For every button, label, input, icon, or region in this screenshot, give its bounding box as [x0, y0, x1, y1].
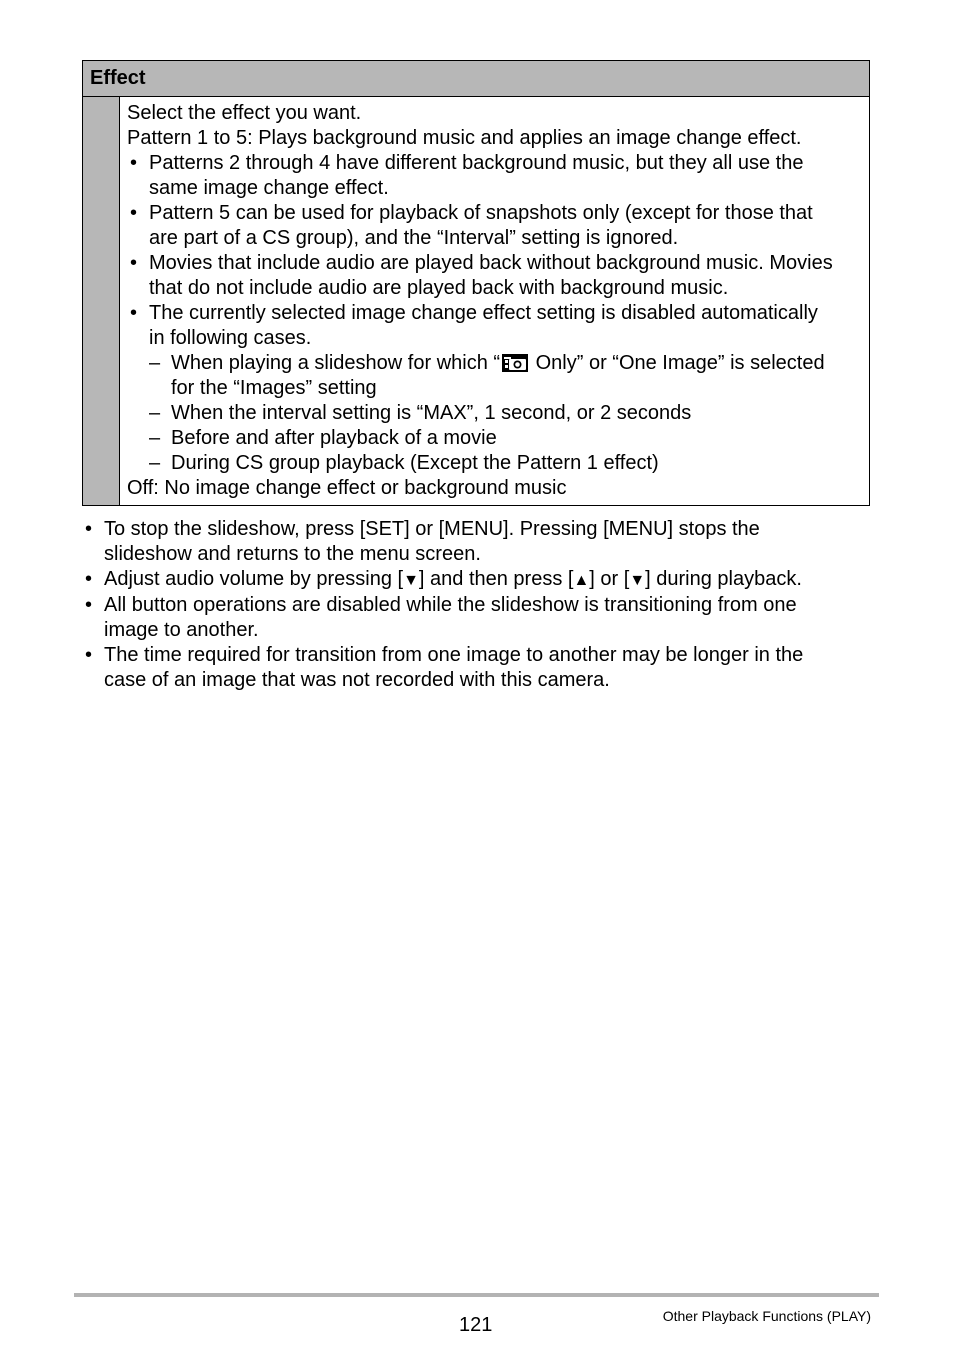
up-arrow-icon: ▲ [573, 572, 590, 589]
list-item-text: same image change effect. [149, 177, 389, 199]
list-item-text: Pattern 5 can be used for playback of snapshots only (except for those that [149, 202, 813, 224]
note-text-part: ] or [ [589, 568, 630, 590]
note-text-part: Adjust audio volume by pressing [ [104, 568, 404, 590]
case-item [127, 451, 869, 476]
bullet-mark: • [130, 202, 138, 224]
intro-text: Select the effect you want. [127, 102, 362, 124]
note-text: image to another. [104, 619, 259, 641]
footer-divider [74, 1293, 879, 1297]
list-item-text: are part of a CS group), and the “Interval” setting is ignored. [149, 227, 679, 249]
list-item-text: Movies that include audio are played back without background music. Movies [149, 252, 833, 274]
case-text: During CS group playback (Except the Pattern 1 effect) [171, 452, 659, 474]
note-item [84, 643, 874, 693]
list-item [127, 201, 869, 251]
note-text: slideshow and returns to the menu screen. [104, 543, 481, 565]
pattern-description: Pattern 1 to 5: Plays background music and applies an image change effect. [127, 127, 802, 149]
dash-mark: – [149, 402, 161, 424]
bullet-mark: • [130, 252, 138, 274]
bullet-mark: • [130, 302, 138, 324]
note-item [84, 567, 874, 593]
down-arrow-icon: ▼ [403, 572, 419, 589]
list-item-text: The currently selected image change effect setting is disabled automatically [149, 302, 818, 324]
note-item [84, 593, 874, 643]
list-item-text: in following cases. [149, 327, 312, 349]
camera-playback-icon [502, 354, 528, 372]
effect-table [82, 60, 870, 506]
list-item-text: Patterns 2 through 4 have different background music, but they all use the [149, 152, 804, 174]
note-text [104, 567, 874, 593]
page-number: 121 [459, 1314, 493, 1336]
dash-mark: – [149, 452, 161, 474]
case-text-part: Only” or “One Image” is selected [530, 352, 825, 374]
list-item-text: that do not include audio are played back with background music. [149, 277, 729, 299]
note-text-part: ] and then press [ [418, 568, 574, 590]
bullet-mark: • [130, 152, 138, 174]
case-text-part: When playing a slideshow for which “ [171, 352, 501, 374]
table-row [83, 97, 869, 505]
note-text: case of an image that was not recorded with this camera. [104, 669, 610, 691]
table-cell [120, 97, 869, 505]
off-option: Off: No image change effect or background music [127, 477, 567, 499]
case-text: Before and after playback of a movie [171, 427, 497, 449]
table-gutter [83, 97, 120, 505]
case-item [127, 426, 869, 451]
case-text: for the “Images” setting [171, 377, 377, 399]
list-item [127, 301, 869, 351]
case-item [127, 351, 869, 401]
case-item [127, 401, 869, 426]
table-header: Effect [83, 61, 869, 97]
section-title: Other Playback Functions (PLAY) [662, 1308, 871, 1324]
bullet-mark: • [85, 594, 93, 616]
bullet-mark: • [85, 644, 93, 666]
note-item [84, 517, 874, 567]
note-text: To stop the slideshow, press [SET] or [MENU]. Pressing [MENU] stops the [104, 518, 760, 540]
list-item [127, 251, 869, 301]
note-text-part: ] during playback. [645, 568, 802, 590]
list-item [127, 151, 869, 201]
case-text: When the interval setting is “MAX”, 1 second, or 2 seconds [171, 402, 692, 424]
dash-mark: – [149, 427, 161, 449]
down-arrow-icon: ▼ [629, 572, 646, 589]
case-text [171, 351, 869, 376]
note-text: The time required for transition from one image to another may be longer in the [104, 644, 804, 666]
note-text: All button operations are disabled while the slideshow is transitioning from one [104, 594, 797, 616]
bullet-mark: • [85, 568, 93, 590]
notes-list [84, 517, 874, 693]
bullet-mark: • [85, 518, 93, 540]
dash-mark: – [149, 352, 161, 374]
